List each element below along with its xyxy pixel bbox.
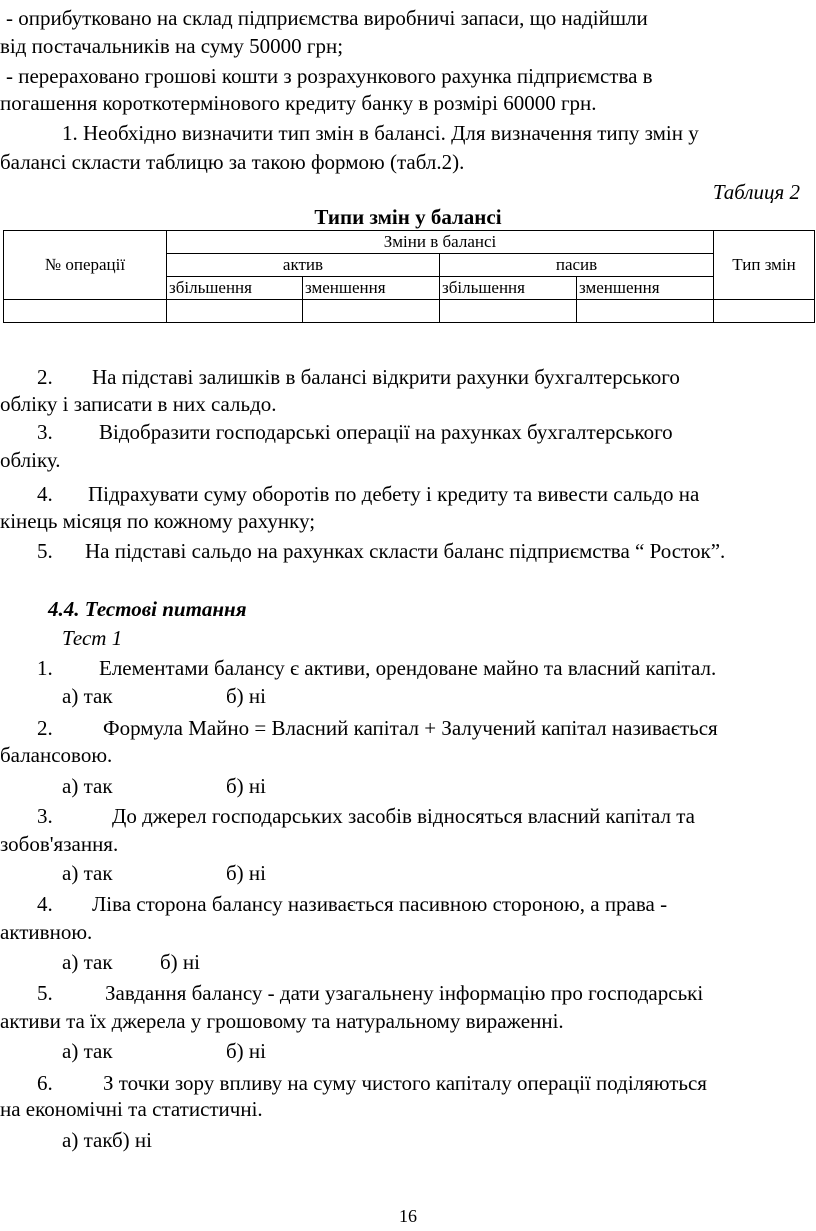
table-title: Типи змін у балансі xyxy=(314,205,502,229)
header-assets: актив xyxy=(167,254,440,277)
question-number: 3. xyxy=(37,804,53,828)
header-operation: № операції xyxy=(4,231,167,300)
task-text: На підставі залишків в балансі відкрити рахунки бухгалтерського xyxy=(92,365,680,389)
answer-a: а) так xyxy=(62,950,113,974)
header-assets-decrease: зменшення xyxy=(303,277,440,300)
task-text: обліку і записати в них сальдо. xyxy=(0,392,277,416)
page-number: 16 xyxy=(399,1206,417,1226)
answer-b: б) ні xyxy=(112,1128,153,1152)
task-item xyxy=(37,482,699,506)
answer-a: а) так xyxy=(62,861,113,885)
question-text: балансовою. xyxy=(0,743,113,767)
table-cell xyxy=(167,300,303,323)
table-cell xyxy=(4,300,167,323)
question-number: 4. xyxy=(37,892,53,916)
header-type: Тип змін xyxy=(714,231,815,300)
question-text: активи та їх джерела у грошовому та натуральному вираженні. xyxy=(0,1009,564,1033)
answer-line xyxy=(62,1128,152,1152)
answer-a: а) так xyxy=(62,1039,113,1063)
test-label: Тест 1 xyxy=(62,626,123,650)
table-cell xyxy=(303,300,440,323)
answer-b: б) ні xyxy=(160,950,201,974)
question-item xyxy=(37,716,718,740)
section-heading: 4.4. Тестові питання xyxy=(48,597,247,621)
types-of-changes-table xyxy=(3,230,815,323)
task-item xyxy=(37,365,680,389)
task-line: балансі скласти таблицю за такою формою (табл.2). xyxy=(0,150,465,174)
question-number: 1. xyxy=(37,656,53,680)
table-cell xyxy=(440,300,577,323)
task-number: 3. xyxy=(37,420,53,444)
header-assets-increase: збільшення xyxy=(167,277,303,300)
task-text: Відобразити господарські операції на рахунках бухгалтерського xyxy=(99,420,673,444)
bullet-line: погашення короткотермінового кредиту банку в розмірі 60000 грн. xyxy=(0,91,597,115)
task-number: 5. xyxy=(37,539,53,563)
answer-b: б) ні xyxy=(226,774,267,798)
question-text: на економічні та статистичні. xyxy=(0,1097,263,1121)
task-item xyxy=(37,420,673,444)
table-cell xyxy=(577,300,714,323)
question-item xyxy=(37,892,667,916)
task-number: 4. xyxy=(37,482,53,506)
task-text: Підрахувати суму оборотів по дебету і кредиту та вивести сальдо на xyxy=(88,482,700,506)
answer-a: а) так xyxy=(62,1128,112,1152)
question-text: зобов'язання. xyxy=(0,832,119,856)
answer-b: б) ні xyxy=(226,684,267,708)
task-text: На підставі сальдо на рахунках скласти баланс підприємства “ Росток”. xyxy=(85,539,726,563)
task-text: кінець місяця по кожному рахунку; xyxy=(0,509,316,533)
table-cell xyxy=(714,300,815,323)
question-number: 6. xyxy=(37,1071,53,1095)
header-liabilities-decrease: зменшення xyxy=(577,277,714,300)
question-text: З точки зору впливу на суму чистого капіталу операції поділяються xyxy=(103,1071,707,1095)
question-text: Формула Майно = Власний капітал + Залучений капітал називається xyxy=(103,716,718,740)
question-number: 5. xyxy=(37,981,53,1005)
question-item xyxy=(37,1071,707,1095)
task-text: обліку. xyxy=(0,448,61,472)
task-number: 2. xyxy=(37,365,53,389)
bullet-line: - оприбутковано на склад підприємства виробничі запаси, що надійшли xyxy=(6,6,648,30)
answer-a: а) так xyxy=(62,684,113,708)
question-item xyxy=(37,981,703,1005)
bullet-line: - перераховано грошові кошти з розрахункового рахунка підприємства в xyxy=(6,64,653,88)
task-line: 1. Необхідно визначити тип змін в балансі. Для визначення типу змін у xyxy=(62,121,699,145)
task-item xyxy=(37,539,725,563)
table-caption: Таблиця 2 xyxy=(712,180,800,204)
question-text: активною. xyxy=(0,920,93,944)
bullet-line: від постачальників на суму 50000 грн; xyxy=(0,34,344,58)
answer-b: б) ні xyxy=(226,861,267,885)
question-number: 2. xyxy=(37,716,53,740)
question-text: Елементами балансу є активи, орендоване майно та власний капітал. xyxy=(99,656,717,680)
question-item xyxy=(37,804,695,828)
question-item xyxy=(37,656,716,680)
question-text: Завдання балансу - дати узагальнену інформацію про господарські xyxy=(105,981,704,1005)
header-changes: Зміни в балансі xyxy=(167,231,714,254)
header-liabilities: пасив xyxy=(440,254,714,277)
answer-a: а) так xyxy=(62,774,113,798)
question-text: До джерел господарських засобів відносяться власний капітал та xyxy=(112,804,695,828)
question-text: Ліва сторона балансу називається пасивною стороною, а права - xyxy=(92,892,668,916)
header-liabilities-increase: збільшення xyxy=(440,277,577,300)
answer-b: б) ні xyxy=(226,1039,267,1063)
